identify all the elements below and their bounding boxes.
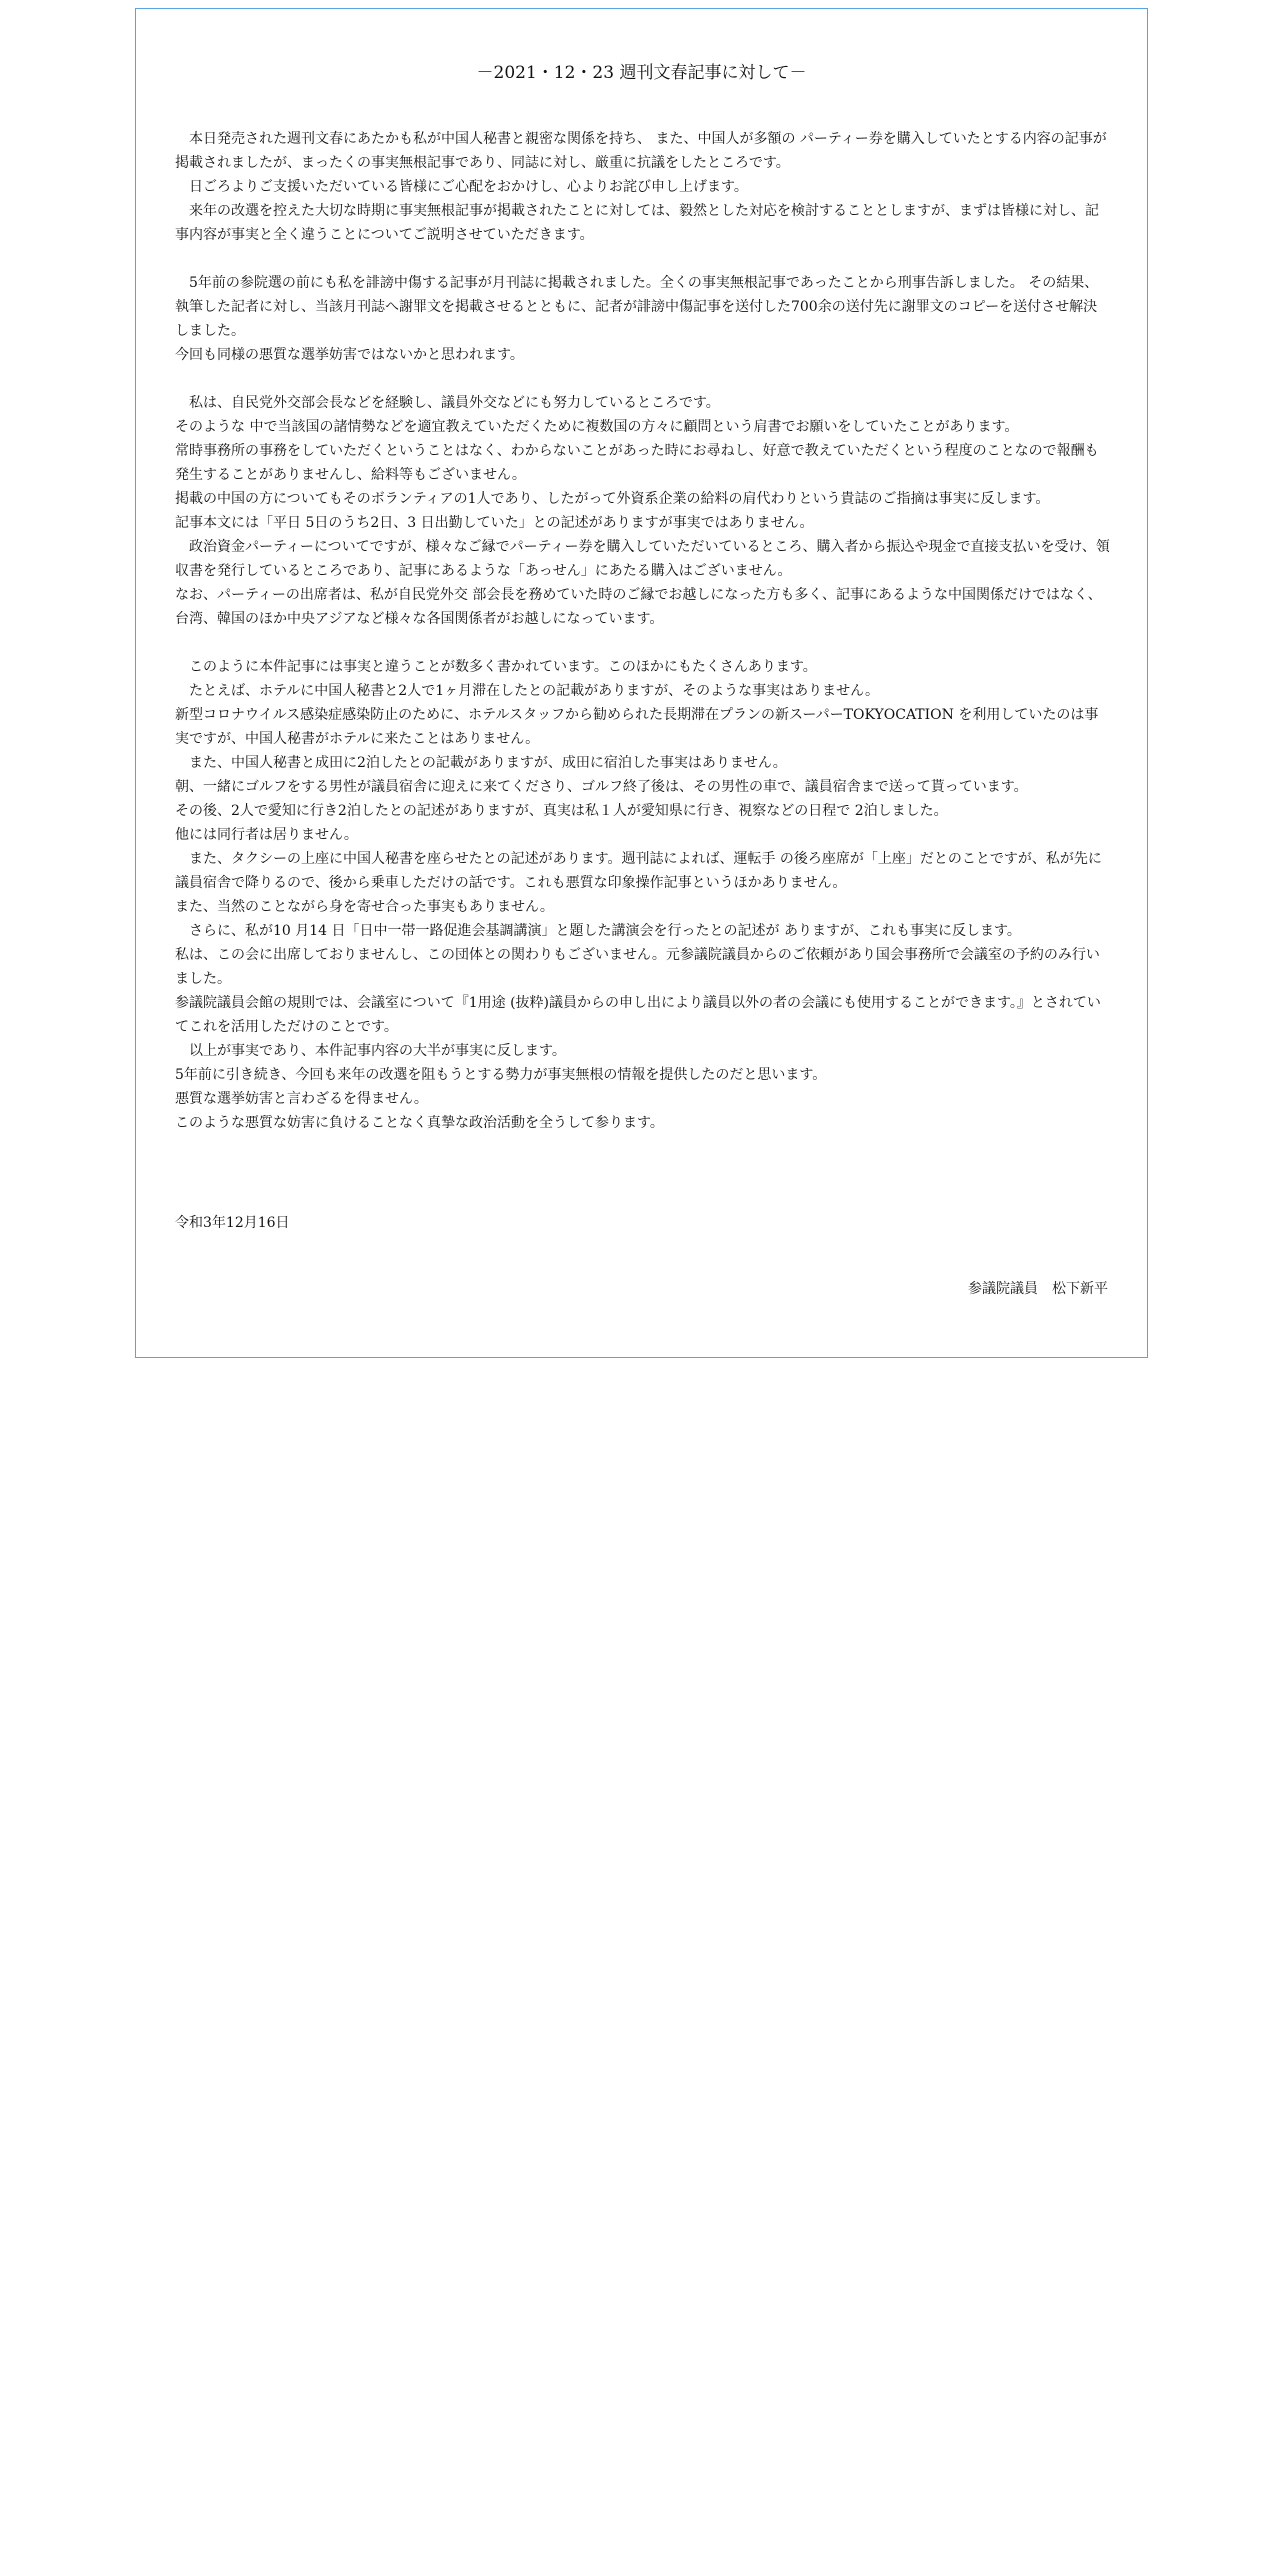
body-paragraph: その後、2人で愛知に行き2泊したとの記述がありますが、真実は私１人が愛知県に行き、視察などの日程で 2泊しました。 — [175, 803, 948, 819]
body-paragraph: 私は、自民党外交部会長などを経験し、議員外交などにも努力しているところです。 — [175, 395, 720, 411]
body-paragraph: 掲載の中国の方についてもそのボランティアの1人であり、したがって外資系企業の給料の肩代わりという貴誌のご指摘は事実に反します。 — [175, 491, 1050, 507]
paragraph-spacer — [175, 247, 1110, 271]
body-paragraph: 新型コロナウイルス感染症感染防止のために、ホテルスタッフから勧められた長期滞在プランの新スーパーTOKYOCATION を利用していたのは事実ですが、中国人秘書がホテルに来たことはありません。 — [175, 707, 1099, 747]
body-paragraph: 政治資金パーティーについてですが、様々なご縁でパーティー券を購入していただいているところ、購入者から振込や現金で直接支払いを受け、領収書を発行しているところであり、記事にあるような「あっせん」にあたる購入はございません。 — [175, 539, 1110, 579]
body-paragraph: 悪質な選挙妨害と言わざるを得ません。 — [175, 1091, 428, 1107]
body-paragraph: このような悪質な妨害に負けることなく真摯な政治活動を全うして参ります。 — [175, 1115, 664, 1131]
body-paragraph: また、当然のことながら身を寄せ合った事実もありません。 — [175, 899, 554, 915]
body-paragraph: 他には同行者は居りません。 — [175, 827, 358, 843]
body-paragraph: 5年前に引き続き、今回も来年の改選を阻もうとする勢力が事実無根の情報を提供したのだと思います。 — [175, 1067, 827, 1083]
body-paragraph: 以上が事実であり、本件記事内容の大半が事実に反します。 — [175, 1043, 566, 1059]
body-paragraph: 私は、この会に出席しておりませんし、この団体との関わりもございません。元参議院議員からのご依頼があり国会事務所で会議室の予約のみ行いました。 — [175, 947, 1100, 987]
statement-document — [135, 8, 1148, 1358]
body-paragraph: そのような 中で当該国の諸情勢などを適宜教えていただくために複数国の方々に顧問という肩書でお願いをしていたことがあります。 — [175, 419, 1019, 435]
body-paragraph: 参議院議員会館の規則では、会議室について『1用途 (抜粋)議員からの申し出により議員以外の者の会議にも使用することができます。』とされていてこれを活用しただけのことです。 — [175, 995, 1101, 1035]
body-paragraph: 常時事務所の事務をしていただくということはなく、わからないことがあった時にお尋ねし、好意で教えていただくという程度のことなので報酬も発生することがありませんし、給料等もございません。 — [175, 443, 1099, 483]
body-paragraph: さらに、私が10 月14 日「日中一帯一路促進会基調講演」と題した講演会を行ったとの記述が ありますが、これも事実に反します。 — [175, 923, 1021, 939]
body-paragraph: 朝、一緒にゴルフをする男性が議員宿舎に迎えに来てくださり、ゴルフ終了後は、その男性の車で、議員宿舎まで送って貰っています。 — [175, 779, 1028, 795]
body-paragraph: 日ごろよりご支援いただいている皆様にご心配をおかけし、心よりお詫び申し上げます。 — [175, 179, 748, 195]
document-title: －2021・12・23 週刊文春記事に対して－ — [476, 63, 807, 83]
body-paragraph: 来年の改選を控えた大切な時期に事実無根記事が掲載されたことに対しては、毅然とした対応を検討することとしますが、まずは皆様に対し、記事内容が事実と全く違うことについてご説明させていただきます。 — [175, 203, 1099, 243]
body-paragraph: 5年前の参院選の前にも私を誹謗中傷する記事が月刊誌に掲載されました。全くの事実無根記事であったことから刑事告訴しました。 その結果、執筆した記者に対し、当該月刊誌へ謝罪文を掲載させるとともに、記者が誹謗中傷記事を送付した700余の送付先に謝罪文のコピーを送付させ解決しました。 — [175, 275, 1099, 339]
body-paragraph: また、タクシーの上座に中国人秘書を座らせたとの記述があります。週刊誌によれば、運転手 の後ろ座席が「上座」だとのことですが、私が先に議員宿舎で降りるので、後から乗車しただけの話です。これも悪質な印象操作記事というほかありません。 — [175, 851, 1102, 891]
document-signature: 参議院議員 松下新平 — [968, 1281, 1108, 1297]
body-paragraph: このように本件記事には事実と違うことが数多く書かれています。このほかにもたくさんあります。 — [175, 659, 817, 675]
document-date: 令和3年12月16日 — [175, 1215, 290, 1231]
body-paragraph: 今回も同様の悪質な選挙妨害ではないかと思われます。 — [175, 347, 524, 363]
paragraph-spacer — [175, 367, 1110, 391]
body-paragraph: たとえば、ホテルに中国人秘書と2人で1ヶ月滞在したとの記載がありますが、そのような事実はありません。 — [175, 683, 879, 699]
document-body — [175, 127, 1110, 1135]
body-paragraph: 記事本文には「平日 5日のうち2日、3 日出勤していた」との記述がありますが事実ではありません。 — [175, 515, 814, 531]
body-paragraph: また、中国人秘書と成田に2泊したとの記載がありますが、成田に宿泊した事実はありません。 — [175, 755, 787, 771]
body-paragraph: 本日発売された週刊文春にあたかも私が中国人秘書と親密な関係を持ち、 また、中国人が多額の パーティー券を購入していたとする内容の記事が掲載されましたが、まったくの事実無根記事であり、同誌に対し、厳重に抗議をしたところです。 — [175, 131, 1107, 171]
paragraph-spacer — [175, 631, 1110, 655]
body-paragraph: なお、パーティーの出席者は、私が自民党外交 部会長を務めていた時のご縁でお越しになった方も多く、記事にあるような中国関係だけではなく、台湾、韓国のほか中央アジアなど様々な各国関係者がお越しになっています。 — [175, 587, 1102, 627]
